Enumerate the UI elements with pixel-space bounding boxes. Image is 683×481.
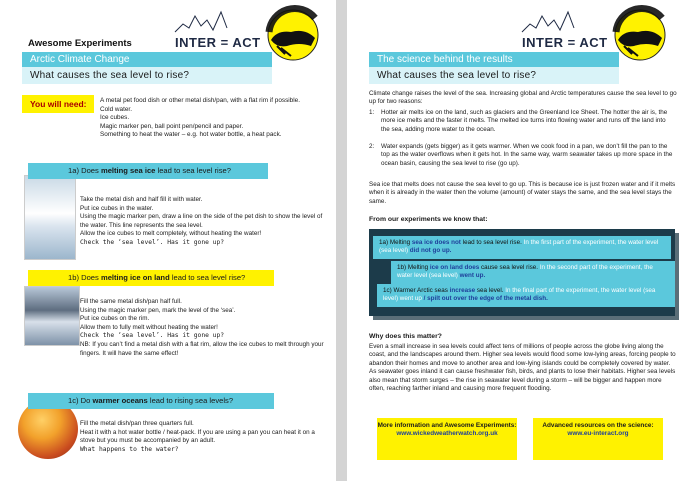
interact-logo-text: INTER = ACT xyxy=(522,35,608,50)
cause-item: 1: Hotter air melts ice on the land, such as glaciers and the Greenland Ice Sheet. The hotter the air is, the more ice melts and the faster it melts. The melted ice turns into flowing water and runs off the land into the sea, adding more water to the ocean. xyxy=(369,109,668,133)
wickedweatherwatch-link[interactable]: www.wickedweatherwatch.org.uk xyxy=(396,430,498,438)
sea-ice-photo xyxy=(24,175,76,260)
list-item: Allow them to fully melt without heating the water! xyxy=(80,323,218,331)
list-item: Something to heat the water – e.g. hot water bottle, a heat pack. xyxy=(100,131,282,139)
step-1b-instructions xyxy=(80,298,330,358)
result-1a: 1a) Melting sea ice does not lead to sea level rise. In the first part of the experiment, the water level (sea level) did not go up. xyxy=(373,236,671,259)
list-item: Take the metal dish and half fill it with water. xyxy=(80,196,203,203)
page-gutter xyxy=(336,0,347,481)
banner-subtitle: What causes the sea level to rise? xyxy=(22,67,272,84)
list-item: Check the ‘sea level’. Has it gone up? xyxy=(80,238,225,246)
right-page xyxy=(347,0,683,481)
step-1a-heading: 1a) Does melting sea ice lead to sea level rise? xyxy=(28,163,268,179)
advanced-resources-box xyxy=(533,418,663,460)
page-kicker: Awesome Experiments xyxy=(28,38,132,49)
list-item: Allow the ice cubes to melt completely, without heating the water! xyxy=(80,230,262,238)
list-item: Fill the metal dish/pan three quarters full. xyxy=(80,420,194,427)
list-item: What happens to the water? xyxy=(80,445,179,453)
list-item: Using the magic marker pen, draw a line on the side of the pet dish to show the level of the water. This line represents the sea level. xyxy=(80,213,323,229)
step-1a-instructions xyxy=(80,196,330,248)
sea-ice-paragraph: Sea ice that melts does not cause the sea level to go up. This is because ice is just frozen water and if it melts when it is already in the water then the volume (amount) of water stays the same, and the sea level stays the same. xyxy=(369,181,676,205)
more-info-box xyxy=(377,418,517,460)
step-1c-heading: 1c) Do warmer oceans lead to rising sea levels? xyxy=(28,393,274,409)
list-item: Put ice cubes in the water. xyxy=(80,204,154,212)
why-matters-label: Why does this matter? xyxy=(369,333,442,340)
left-page xyxy=(0,0,336,481)
from-experiments-label: From our experiments we know that: xyxy=(369,216,488,223)
list-item: Ice cubes. xyxy=(100,114,130,122)
list-item: Using the magic marker pen, mark the level of the ‘sea’. xyxy=(80,306,236,314)
glacier-photo xyxy=(24,286,80,346)
banner-title: The science behind the results xyxy=(369,52,619,67)
you-will-need-label: You will need: xyxy=(22,95,94,113)
result-1c: 1c) Warmer Arctic seas increase sea level. In the final part of the experiment, the water level (sea level) went up / spilt out over the edge of the metal dish. xyxy=(377,284,675,307)
cause-item: 2: Water expands (gets bigger) as it gets warmer. When we cook food in a pan, we don’t fill the pan to the top as the water overflows when it gets hot. In the same way, warm seawater takes up more space in the ocean basin, causing the sea level to rise (go up). xyxy=(369,143,673,167)
banner-title: Arctic Climate Change xyxy=(22,52,272,67)
materials-list xyxy=(100,97,332,140)
list-item: NB: If you can’t find a metal dish with a flat rim, allow the ice cubes to melt through your fingers. It will have the same effect! xyxy=(80,340,324,357)
list-item: Cold water. xyxy=(100,105,132,113)
list-item: Heat it with a hot water bottle / heat-pack. If you are using a pan you can heat it on a stove but you must be accompanied by an adult. xyxy=(80,428,315,445)
more-info-title: More information and Awesome Experiments: xyxy=(377,422,517,429)
step-1c-instructions xyxy=(80,420,330,454)
list-item: Fill the same metal dish/pan half full. xyxy=(80,298,182,305)
eu-interact-link[interactable]: www.eu-interact.org xyxy=(567,430,629,438)
list-item: Check the ‘sea level’. Has it gone up? xyxy=(80,332,225,340)
step-1b-heading: 1b) Does melting ice on land lead to sea level rise? xyxy=(28,270,274,286)
why-matters-paragraph: Even a small increase in sea levels could affect tens of millions of people across the globe living along the coast, and the landscapes around them. Higher sea levels would flood some low-lying areas, forcing people to abandon their homes and move to another area and low-lying islands could be completely covered by water. As seawater goes inland it can cause freshwater fish, birds, and plants to lose their habitats. Higher sea levels also mean that storm surges – the rise in seawater level during a storm – will be bigger and happen more often, reaching farther inland and causing more frequent flooding. xyxy=(369,343,676,393)
list-item: Magic marker pen, ball point pen/pencil and paper. xyxy=(100,122,244,130)
result-1b: 1b) Melting ice on land does cause sea level rise. In the second part of the experiment, the water level (sea level) went up. xyxy=(391,261,675,284)
advanced-resources-title: Advanced resources on the science: xyxy=(542,422,654,429)
interact-logo-text: INTER = ACT xyxy=(175,35,261,50)
list-item: A metal pet food dish or other metal dish/pan, with a flat rim if possible. xyxy=(100,97,300,104)
intro-paragraph: Climate change raises the level of the sea. Increasing global and Arctic temperatures cause the sea level to go up for two reasons: xyxy=(369,90,677,106)
banner-subtitle: What causes the sea level to rise? xyxy=(369,67,619,84)
list-item: Put ice cubes on the rim. xyxy=(80,315,150,323)
